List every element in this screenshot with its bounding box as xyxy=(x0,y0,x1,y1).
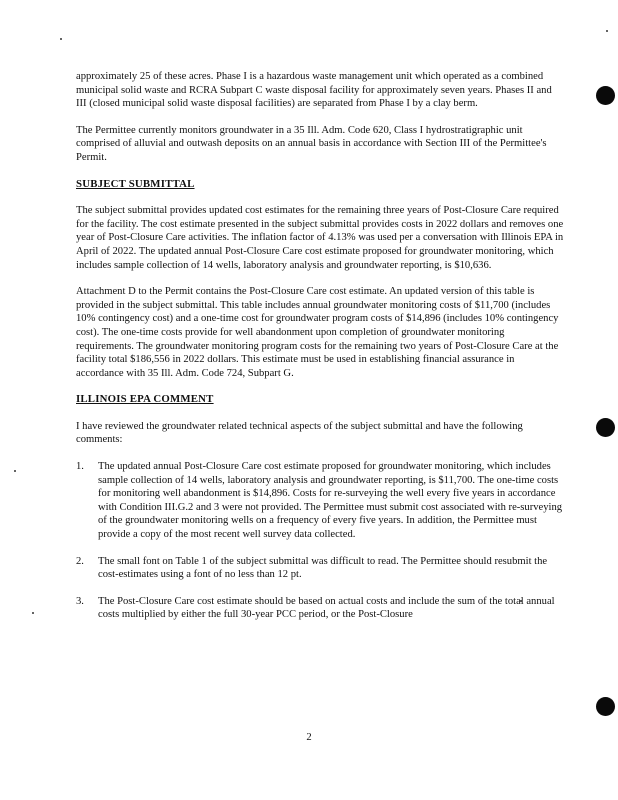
comment-text: The small font on Table 1 of the subject submittal was difficult to read. The Permittee should resubmit the cost-estimates using a font of no less than 12 pt. xyxy=(98,555,548,581)
punch-hole xyxy=(596,418,615,437)
subject-paragraph: The subject submittal provides updated cost estimates for the remaining three years of Post-Closure Care required for the facility. The cost estimate presented in the subject submittal provides costs in 2022 dollars and removes one year of Post-Closure Care activities. The inflation factor of 4.13% was used per a conversation with Illinois EPA in April of 2022. The updated annual Post-Closure Care cost estimate proposed for groundwater monitoring, which includes sample collection of 14 wells, laboratory analysis and groundwater reporting, is $10,636. xyxy=(76,205,564,271)
comment-intro: I have reviewed the groundwater related technical aspects of the subject submittal and have the following comments: xyxy=(76,420,523,446)
comment-item xyxy=(76,555,564,582)
scan-speck xyxy=(32,612,34,614)
scan-speck xyxy=(606,30,608,32)
subject-submittal-heading: SUBJECT SUBMITTAL xyxy=(76,177,195,190)
intro-paragraph: The Permittee currently monitors groundwater in a 35 Ill. Adm. Code 620, Class I hydrostratigraphic unit comprised of alluvial and outwash deposits on an annual basis in accordance with Section III of the Permittee's Permit. xyxy=(76,124,547,163)
punch-hole xyxy=(596,697,615,716)
subject-paragraph: Attachment D to the Permit contains the Post-Closure Care cost estimate. An updated version of this table is provided in the subject submittal. This table includes annual groundwater monitoring costs of $11,700 (includes 10% contingency cost) and a one-time cost for groundwater program costs of $14,896 (includes 10% contingency cost). The one-time costs provide for well abandonment upon completion of groundwater monitoring requirements. The groundwater monitoring program costs for the remaining two years of Post-Closure Care at the facility total $186,556 in 2022 dollars. This estimate must be used in establishing financial assurance in accordance with 35 Ill. Adm. Code 724, Subpart G. xyxy=(76,286,559,379)
comment-text: The updated annual Post-Closure Care cost estimate proposed for groundwater monitoring, which includes sample collection of 14 wells, laboratory analysis and groundwater reporting, is $11,700. The one-time costs for monitoring well abandonment is $14,896. Costs for re-surveying the well every five years in accordance with Condition III.G.2 and 3 were not provided. The Permittee must submit cost associated with re-surveying of the groundwater monitoring wells on a frequency of every five years. In addition, the Permittee must provide a copy of the most recent well survey data collected. xyxy=(98,461,563,541)
comment-item xyxy=(76,460,564,542)
intro-paragraph: approximately 25 of these acres. Phase I is a hazardous waste management unit which operated as a combined municipal solid waste and RCRA Subpart C waste disposal facility for approximately seven years. Phases II and III (closed municipal solid waste disposal facilities) are separated from Phase I by a clay berm. xyxy=(76,71,552,110)
comment-number: 1. xyxy=(76,461,84,473)
epa-comment-heading: ILLINOIS EPA COMMENT xyxy=(76,393,214,406)
punch-hole xyxy=(596,86,615,105)
comment-number: 2. xyxy=(76,555,84,567)
scan-speck xyxy=(60,38,62,40)
document-body xyxy=(76,70,564,635)
comment-item xyxy=(76,595,564,622)
scan-speck xyxy=(14,470,16,472)
page-number: 2 xyxy=(306,732,312,743)
comment-number: 3. xyxy=(76,595,84,607)
comment-text: The Post-Closure Care cost estimate should be based on actual costs and include the sum of the total annual costs multiplied by either the full 30-year PCC period, or the Post-Closure xyxy=(98,595,555,621)
comment-list xyxy=(76,460,564,622)
